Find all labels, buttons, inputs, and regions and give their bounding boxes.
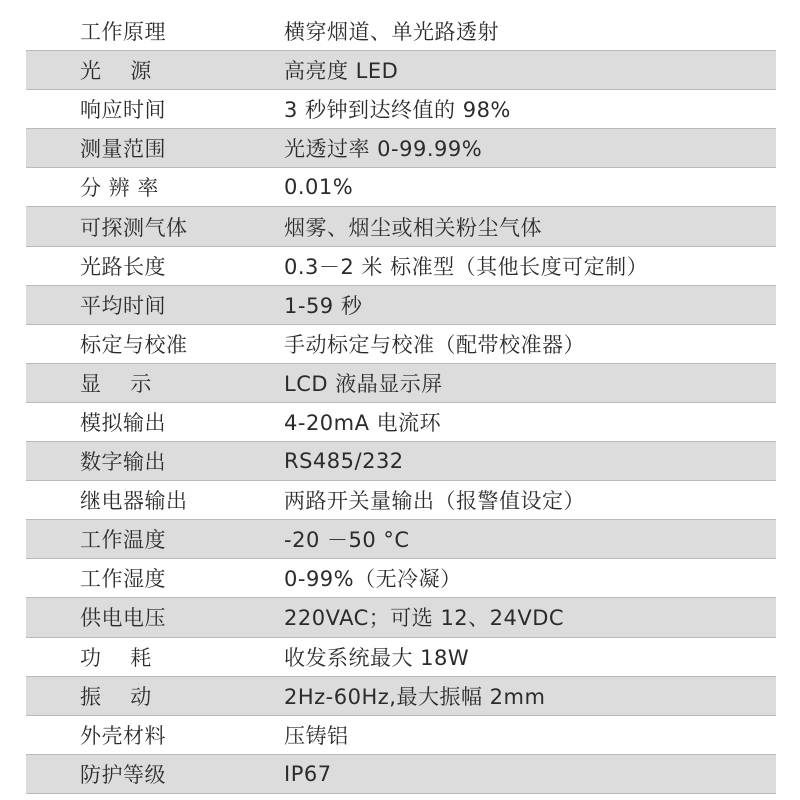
spec-row-display — [26, 364, 776, 403]
spec-row-vibration — [26, 677, 776, 716]
spec-row-light-source — [26, 51, 776, 90]
spec-row-relay-output — [26, 481, 776, 520]
spec-label: 测量范围 — [80, 137, 166, 162]
spec-label: 显 示 — [80, 371, 152, 396]
spec-row-digital-output — [26, 442, 776, 481]
spec-label: 继电器输出 — [80, 489, 188, 514]
spec-label: 工作原理 — [80, 20, 166, 45]
spec-value: 4-20mA 电流环 — [284, 410, 442, 435]
spec-label: 功 耗 — [80, 645, 152, 670]
spec-label: 平均时间 — [80, 293, 166, 318]
spec-row-measurement-range — [26, 129, 776, 168]
spec-label: 光路长度 — [80, 254, 166, 279]
spec-value: 高亮度 LED — [284, 59, 399, 84]
spec-row-power-consumption — [26, 638, 776, 677]
spec-value: LCD 液晶显示屏 — [284, 371, 443, 396]
spec-label: 振 动 — [80, 684, 152, 709]
spec-table — [26, 12, 776, 794]
spec-row-response-time — [26, 90, 776, 129]
spec-row-supply-voltage — [26, 598, 776, 637]
spec-value: 3 秒钟到达终值的 98% — [284, 98, 511, 123]
spec-value: 2Hz-60Hz,最大振幅 2mm — [284, 684, 546, 709]
spec-label: 工作温度 — [80, 528, 166, 553]
spec-value: IP67 — [284, 761, 332, 786]
spec-label: 分 辨 率 — [80, 176, 159, 201]
spec-label: 供电电压 — [80, 606, 166, 631]
spec-value: -20 －50 °C — [284, 528, 410, 553]
spec-label: 防护等级 — [80, 762, 166, 787]
spec-row-averaging-time — [26, 286, 776, 325]
spec-value: 手动标定与校准（配带校准器） — [284, 332, 585, 357]
spec-value: 两路开关量输出（报警值设定） — [284, 489, 585, 514]
spec-value: 1-59 秒 — [284, 293, 363, 318]
spec-value: 0.01% — [284, 175, 354, 200]
spec-label: 可探测气体 — [80, 215, 188, 240]
spec-row-operating-temperature — [26, 520, 776, 559]
spec-value: 烟雾、烟尘或相关粉尘气体 — [284, 215, 542, 240]
spec-row-detectable-gas — [26, 207, 776, 246]
spec-label: 响应时间 — [80, 98, 166, 123]
spec-value: 横穿烟道、单光路透射 — [284, 20, 499, 45]
spec-row-operating-humidity — [26, 559, 776, 598]
spec-label: 光 源 — [80, 59, 152, 84]
spec-value: 压铸铝 — [284, 723, 349, 748]
spec-label: 标定与校准 — [80, 332, 188, 357]
spec-value: 0.3－2 米 标准型（其他长度可定制） — [284, 254, 649, 279]
spec-label: 外壳材料 — [80, 723, 166, 748]
spec-row-calibration — [26, 325, 776, 364]
spec-label: 模拟输出 — [80, 410, 166, 435]
spec-value: RS485/232 — [284, 449, 404, 474]
spec-value: 0-99%（无冷凝） — [284, 567, 462, 592]
spec-label: 数字输出 — [80, 450, 166, 475]
spec-row-working-principle — [26, 12, 776, 51]
spec-row-protection-rating — [26, 755, 776, 794]
spec-value: 光透过率 0-99.99% — [284, 137, 483, 162]
spec-row-analog-output — [26, 403, 776, 442]
spec-label: 工作湿度 — [80, 567, 166, 592]
spec-value: 220VAC；可选 12、24VDC — [284, 606, 565, 631]
spec-row-resolution — [26, 168, 776, 207]
spec-row-path-length — [26, 247, 776, 286]
spec-value: 收发系统最大 18W — [284, 645, 470, 670]
spec-row-housing-material — [26, 716, 776, 755]
